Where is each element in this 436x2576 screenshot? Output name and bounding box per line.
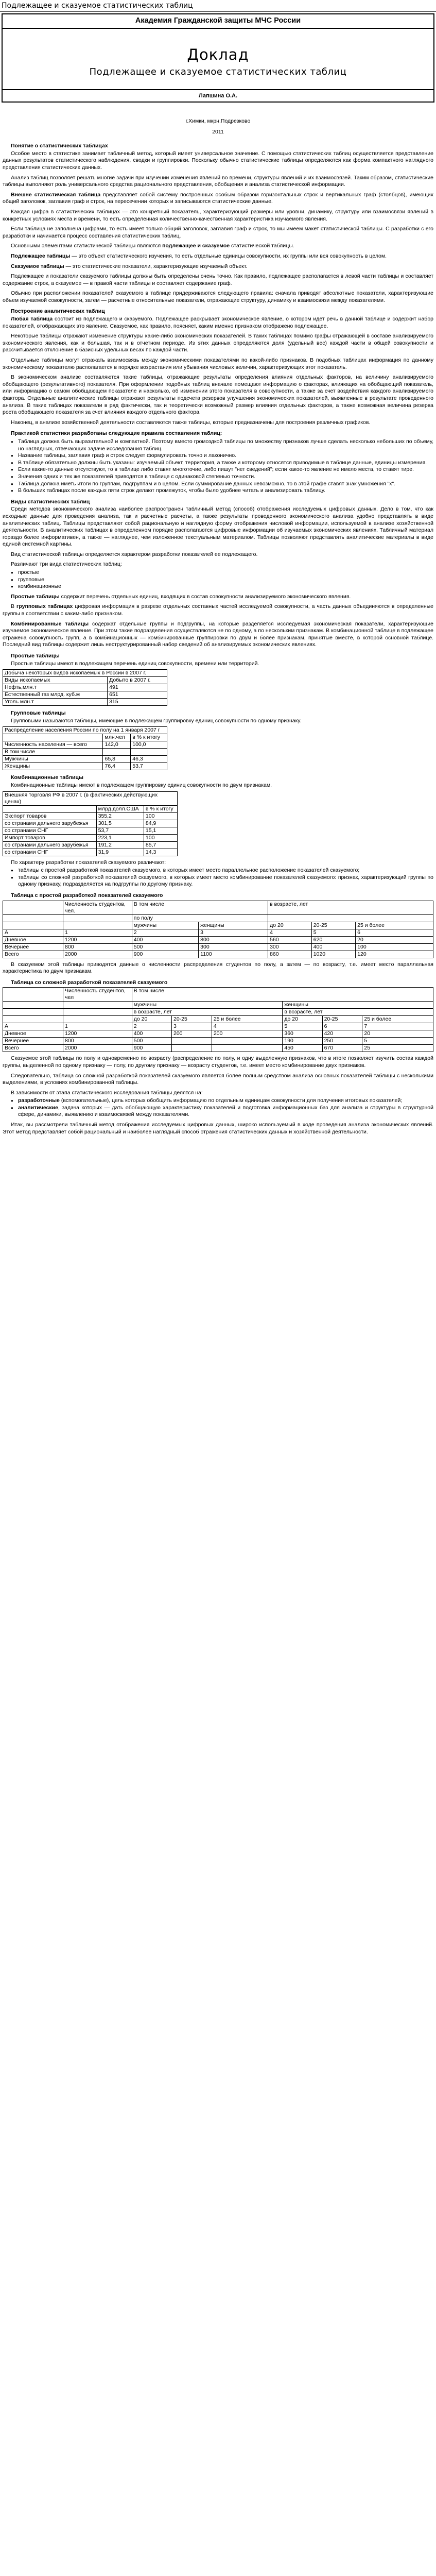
table-row: Естественный газ млрд. куб.м 651 [3, 691, 167, 699]
list-item: ● простые [18, 569, 433, 577]
document-body [0, 135, 436, 1143]
paragraph: Среди методов экономического анализа наиболее распространен табличный метод (способ) отображения исследуемых цифровых данных. Дело в том, что как исходные данные для проведения анализа, так и расчетные расчеты, а также результаты проведенного экономического анализа удобно представлять в виде аналитических таблиц. Таблицы представляют собой рациональную и наглядную форму отображения числовой информации, используемой в анализе хозяйственной деятельности. В аналитических таблицах в определенном порядке располагаются цифровые информации об изучаемых экономических явлениях. Табличный материал гораздо более информативен, а также — нагляднее, чем изложенное текстуальным материалом. Таблицы позволяют представлять аналитические материалы в виде единой системной картины. [3, 506, 433, 548]
table-row: В том числе [3, 749, 167, 756]
document-page [0, 0, 436, 1143]
paragraph: Обычно при расположении показателей сказуемого в таблице придерживаются следующего правила: сначала приводят абсолютные показатели, характеризующие объем изучаемой совокупности, затем — расчетные относительные показатели, отражающие структуру, динамику и взаимосвязи между показателями. [3, 290, 433, 303]
table-row: со странами СНГ 53,7 15,1 [3, 827, 178, 834]
paragraph: Некоторые таблицы отражают изменение структуры какие-либо экономических показателей. В таких таблицах помимо графы отражающей в составе анализируемого экономического явления, как и большая, так и в отчетном периоде. Из этих данных определяются доля (удельный вес) каждой части в общей совокупности и рассчитывается отклонение в базисных удельных весах по каждой части. [3, 333, 433, 353]
table-row: Женщины 76,4 53,7 [3, 763, 167, 770]
paragraph: Подлежащее таблицы — это объект статистического изучения, то есть отдельные единицы совокупности, их группы или вся совокупность в целом. [11, 252, 387, 259]
cover-title: Доклад [187, 46, 249, 63]
table-row: А 1 2 3 4 5 6 [3, 929, 433, 936]
paragraph: По характеру разработки показателей сказуемого различают: [11, 859, 166, 866]
table-caption: Внешняя торговля РФ в 2007 г. (в фактических действующих ценах) [3, 791, 178, 805]
paragraph: Внешне статистическая таблица представляет собой систему построенных особым образом горизонтальных строк и вертикальных граф (столбцов), имеющих общий заголовок, заглавия граф и строк, на пересечении которых и записываются статистические данные. [3, 191, 433, 205]
table-row: Виды ископаемых Добыто в 2007 г. [3, 677, 167, 684]
bold-term: Простые таблицы [11, 593, 60, 600]
table-header: в возрасте, лет в возрасте, лет [3, 1009, 433, 1016]
paragraph: Если таблица не заполнена цифрами, то есть имеет только общий заголовок, заглавия граф и строк, то мы имеем макет статистической таблицы. С разработки с его разработки и начинается процесс составления статистических таблиц. [3, 226, 433, 239]
table-header: мужчины женщины до 20 20-25 25 и более [3, 922, 433, 929]
list-item: ● В больших таблицах после каждых пяти строк делают промежуток, чтобы было удобнее читать и анализировать таблицу. [18, 487, 433, 495]
list-item: ● Таблица должна быть выразительной и компактной. Поэтому вместо громоздкой таблицы по множеству признаков лучше сделать несколько небольших по объему, но наглядных, отвечающих задаче исследования таблиц. [18, 438, 433, 452]
list-item: ● В таблице обязательно должны быть указаны: изучаемый объект, территория, а также и которому относятся приводимые в таблице данные, единицы измерения. [18, 460, 433, 467]
table-caption: Добыча некоторых видов ископаемых в России в 2007 г. [3, 670, 167, 677]
list-item: ● Значения одних и тех же показателей приводятся в таблице с одинаковой степенью точности. [18, 473, 433, 481]
paragraph: Простые таблицы содержит перечень отдельных единиц, входящих в состав совокупности анализируемого экономического явления. [11, 593, 351, 600]
table-header: мужчины женщины [3, 1002, 433, 1009]
table-header: млн.чел в % к итогу [3, 734, 167, 741]
table-row: Всего 2000 900 450 670 25 [3, 1045, 433, 1052]
table-row: со странами дальнего зарубежья 301,5 84,9 [3, 820, 178, 827]
table-header: по полу [3, 914, 433, 922]
paragraph: Подлежащее и показатели сказуемого таблицы должны быть определены очень точно. Как правило, подлежащее располагается в левой части таблицы и составляет содержание строк, а сказуемое — в правой части таблицы и составляет содержание граф. [3, 273, 433, 286]
section-heading: Понятие о статистических таблицах [11, 143, 108, 149]
table-row: со странами СНГ 31,9 14,3 [3, 849, 178, 856]
paragraph: Любая таблица состоит из подлежащего и сказуемого. Подлежащее раскрывает экономическое явление, о котором идет речь в данной таблице и содержит набор показателей, отображающих это явление. Сказуемое, как правило, поясняет, каким именно признаком отображено подлежащее. [3, 316, 433, 329]
document-title: Подлежащее и сказуемое статистических таблиц [0, 0, 436, 12]
section-heading: Виды статистических таблиц [11, 498, 90, 505]
table-row: со странами дальнего зарубежья 191,2 85,7 [3, 841, 178, 849]
bold-term: Комбинированные таблицы [11, 620, 89, 627]
simple-predicate-table [3, 901, 433, 958]
table-row: Вечернее 800 500 300 300 400 100 [3, 943, 433, 951]
list-item: ● комбинационные [18, 583, 433, 590]
section-heading: Простые таблицы [11, 653, 60, 659]
simple-table [3, 669, 167, 706]
paragraph: Различают три вида статистических таблиц: [11, 561, 122, 568]
bold-term: групповых таблицах [16, 603, 73, 610]
paragraph: Особое место в статистике занимает табличный метод, который имеет универсальное значение. С помощью статистических таблиц осуществляется представление данных результатов статистического наблюдения, сводки и группировки. Поскольку обычно статистические таблицы определяются как форма компактного наглядного представления статистических данных. [3, 150, 433, 171]
author-name: Лапшина О.А. [3, 89, 433, 101]
stage-types-list [3, 1097, 433, 1118]
paragraph: В сказуемом этой таблицы приводятся данные о численности распределения студентов по полу, а затем — по возрасту, т.е. имеет место параллельная характеристика по двум признакам. [3, 961, 433, 975]
list-item: ● Название таблицы, заглавия граф и строк следует формулировать точно и лаконично. [18, 452, 433, 460]
bold-term: разработочные [18, 1097, 60, 1104]
table-header: Численность студентов, чел В том числе [3, 988, 433, 1002]
paragraph: Групповыми называются таблицы, имеющие в подлежащем группировку единиц совокупности по одному признаку. [11, 717, 302, 724]
paragraph: Итак, вы рассмотрели табличный метод отображения исследуемых цифровых данных, широко используемый в ходе проведения анализа экономических явлений. Этот метод представляет собой рациональный и наиболее наглядный способ отражения статистических данных и хозяйственной деятельности. [3, 1122, 433, 1135]
paragraph: Каждая цифра в статистических таблицах — это конкретный показатель, характеризующий размеры или уровни, динамику, структуру или взаимосвязи явлений в конкретных условиях места и времени, то есть определенная количественно-качественная характеристика изучаемого явления. [3, 208, 433, 222]
bold-term: Подлежащее таблицы [11, 252, 71, 259]
list-item: ● аналитические, задача которых — дать обобщающую характеристику показателей и подготовка информационных баз для анализа и структуры в структурной сфере, динамики, выявлению и взаимосвязей между показателями. [18, 1105, 433, 1118]
section-heading: Комбинационные таблицы [11, 774, 83, 781]
list-item: ● таблицы с простой разработкой показателей сказуемого, в которых имеет место параллельное расположение показателей сказуемого; [18, 867, 433, 874]
list-item: ● Таблица должна иметь итоги по группам, подгруппам и в целом. Если суммирование данных невозможно, то в этой графе ставят знак умножения "х". [18, 481, 433, 488]
list-item: ● групповые [18, 577, 433, 584]
paragraph: Отдельные таблицы могут отражать взаимосвязь между экономическими показателями по какой-либо признаков. В подобных таблицах информация по данному экономическому показателю располагается в порядке возрастания или убывания числовых величин, характеризующих этот показатель. [3, 357, 433, 370]
paragraph: Сказуемое этой таблицы по полу и одновременно по возрасту (распределение по полу, и одну выделенную признаков, что в итоге позволяет изучить состав каждой группы, выделенной по одному признаку — полу, по другому признаку — возрасту студентов, т.е. имеет место комбинирование двух признаков. [3, 1055, 433, 1069]
cover-frame [2, 13, 434, 103]
paragraph: В зависимости от этапа статистического исследования таблицы делятся на: [11, 1089, 203, 1096]
paragraph: Анализ таблиц позволяет решать многие задачи при изучении изменения явлений во времени, структуры явлений и их взаимосвязей. Таким образом, статистические таблицы выполняют роль универсального средства рационального представления, обобщения и анализа статистической информации. [3, 174, 433, 188]
table-row: А 1 2 3 4 5 6 7 [3, 1023, 433, 1030]
paragraph: Комбинированные таблицы содержат отдельные группы и подгруппы, на которые разделяется исследуемая экономическая показатели, характеризующие изучаемое экономическое явление. При этом такие подразделения осуществляются не по одному, а по нескольким признакам. В комбинационной таблице в подлежащее отражена совокупность групп, а в комбинационных — комбинированные группировки по двум и более признакам, принятые вместе, в которой основной таблице. Последний вид таблицы содержит лишь неструктурированный набор сведений об анализируемых экономических явлениях. [3, 620, 433, 648]
bold-term: подлежащее и сказуемое [162, 243, 230, 249]
table-row: Мужчины 65,8 46,3 [3, 756, 167, 763]
section-heading: Практикой статистики разработаны следующие правила составления таблиц: [11, 430, 222, 437]
bold-term: Внешне статистическая таблица [11, 191, 101, 198]
paragraph: Комбинационные таблицы имеют в подлежащем группировку единиц совокупности по двум признакам. [11, 782, 272, 788]
table-row: Нефть,млн.т 491 [3, 684, 167, 691]
list-item: ● таблицы со сложной разработкой показателей сказуемого, в которых имеет место комбинирование показателей сказуемого: признак, характеризующий группы по одному признаку, подразделяется на подгруппы по другому признаку. [18, 874, 433, 888]
section-heading: Групповые таблицы [11, 710, 66, 717]
cover-main [3, 29, 433, 89]
paragraph: В экономическом анализе составляются такие таблицы, отражающие результаты определения влияния отдельных факторов, на величину анализируемого обобщающего (результативного) показателя. При оформлении подобных таблиц вначале помещают информацию о факторах, влияющих на обобщающий показатель, или информацию о самом обобщающем показателе и насколько, об изменении этого показателя в совокупности, а также за счет воздействия каждого анализируемого фактора. Отдельные аналитические таблицы отражают результаты подсчета резервов улучшения экономических показателей, выявленные в результате проведенного анализа. В таких таблицах показатели в ряд фактически, так и теоретически возможный размер влияния отдельных факторов, а также возможная величина резерва роста обобщающего показателя за счет влияния каждого отдельного фактора. [3, 374, 433, 416]
table-row: Численность населения — всего 142,0 100,0 [3, 741, 167, 749]
types-list [3, 569, 433, 590]
city-line: г.Химки, мкрн.Подрезково [185, 118, 251, 124]
section-heading: Таблица со сложной разработкой показателей сказуемого [11, 979, 168, 986]
paragraph: Основными элементами статистической таблицы являются подлежащее и сказуемое статистической таблицы. [11, 243, 294, 249]
paragraph: В групповых таблицах цифровая информация в разрезе отдельных составных частей исследуемой совокупности, а часть данных объединяются в определенные группы в соответствии с каким-либо признаком. [3, 603, 434, 617]
table-row: Дневное 1200 400 200 200 360 420 20 [3, 1030, 433, 1038]
table-row: Экспорт товаров 355,2 100 [3, 812, 178, 820]
list-item: ● разработочные (вспомогательные), цель которых обобщить информацию по отдельным единицам совокупности для получения итоговых показателей; [18, 1097, 433, 1105]
bold-term: аналитические [18, 1104, 58, 1111]
predicate-types-list [3, 867, 433, 888]
paragraph: Вид статистической таблицы определяется характером разработки показателей ее подлежащего. [11, 551, 258, 557]
table-row: Всего 2000 900 1100 860 1020 120 [3, 951, 433, 958]
list-item: ● Если какие-то данные отсутствуют, то в таблице либо ставят многоточие, либо пишут "нет сведений"; если какое-то явление не имело места, то ставят тире. [18, 466, 433, 473]
bold-term: Сказуемое таблицы [11, 263, 64, 269]
complex-predicate-table [3, 987, 433, 1052]
group-table [3, 726, 167, 770]
table-row: Уголь млн.т 315 [3, 699, 167, 706]
paragraph: Следовательно, таблица со сложной разработкой показателей сказуемого является более полным средством анализа основных показателей таблицы с несколькими выделениями, в условиях комбинированной таблицы. [3, 1072, 433, 1086]
bold-term: Любая таблица [11, 316, 53, 323]
paragraph: Простые таблицы имеют в подлежащем перечень единиц совокупности, времени или территорий. [11, 660, 259, 667]
section-heading: Таблица с простой разработкой показателей сказуемого [11, 892, 163, 899]
cover-subtitle: Подлежащее и сказуемое статистических таблиц [89, 66, 347, 77]
table-header: Численность студентов, чел. В том числе в возрасте, лет [3, 901, 433, 914]
table-header: млрд.долл.США в % к итогу [3, 805, 178, 812]
table-row: Дневное 1200 400 800 560 620 20 [3, 936, 433, 943]
combination-table [3, 791, 178, 856]
institution-name: Академия Гражданской защиты МЧС России [3, 14, 433, 29]
table-caption: Распределение населения России по полу на 1 января 2007 г [3, 727, 167, 734]
table-row: Импорт товаров 223,1 100 [3, 834, 178, 841]
table-row: Вечернее 800 500 190 250 5 [3, 1038, 433, 1045]
table-header: до 20 20-25 25 и более до 20 20-25 25 и более [3, 1016, 433, 1023]
rules-list [3, 438, 433, 495]
paragraph: Сказуемое таблицы — это статистические показатели, характеризующие изучаемый объект. [11, 263, 248, 269]
section-heading: Построение аналитических таблиц [11, 308, 105, 315]
paragraph: Наконец, в анализе хозяйственной деятельности составляются также таблицы, которые предназначены для построения различных графиков. [11, 419, 371, 426]
year-line: 2011 [212, 128, 224, 135]
